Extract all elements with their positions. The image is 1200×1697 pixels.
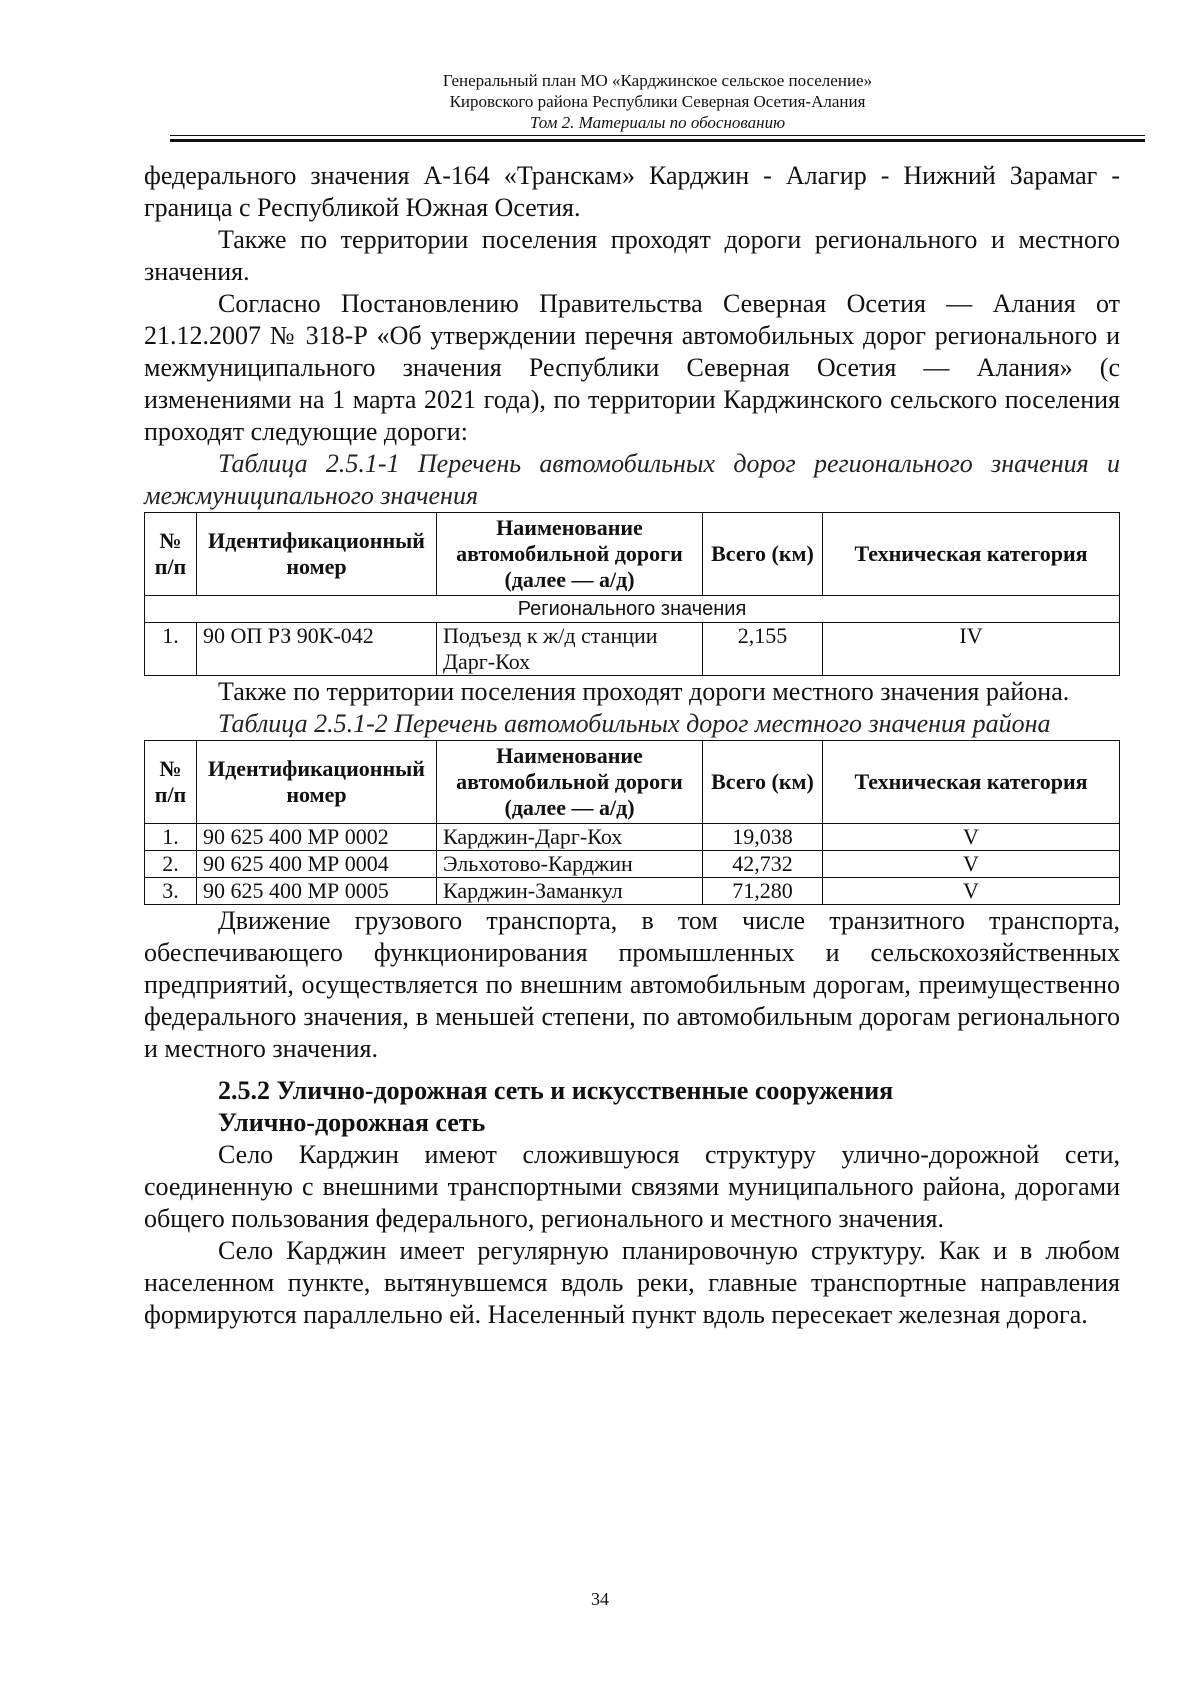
header-rule-thin (170, 135, 1145, 136)
cell-id: 90 625 400 МР 0004 (197, 851, 437, 878)
table-group-row (145, 596, 1120, 623)
table-row (145, 878, 1120, 905)
table-row (145, 623, 1120, 676)
page-header (170, 70, 1145, 133)
header-name: Наименование автомобильной дороги (далее — а/д) (437, 741, 703, 824)
paragraph-6: Село Карджин имеют сложившуюся структуру улично-дорожной сети, соединенную с внешними транспортными связями муниципального района, дорогами общего пользования федерального, регионального и местного значения. (144, 1140, 1120, 1233)
table-row (145, 824, 1120, 851)
header-name: Наименование автомобильной дороги (далее — а/д) (437, 513, 703, 596)
header-category: Техническая категория (823, 741, 1120, 824)
table-header-row (145, 513, 1120, 596)
cell-category: IV (823, 623, 1120, 676)
cell-category: V (823, 878, 1120, 905)
table-header-row (145, 741, 1120, 824)
cell-total: 2,155 (703, 623, 823, 676)
paragraph-1: федерального значения А-164 «Транскам» Карджин - Алагир - Нижний Зарамаг - граница с Республикой Южная Осетия. (144, 161, 1120, 222)
table-2-local-roads (144, 740, 1120, 905)
cell-name: Подъезд к ж/д станции Дарг-Кох (437, 623, 703, 676)
cell-total: 19,038 (703, 824, 823, 851)
cell-name: Эльхотово-Карджин (437, 851, 703, 878)
cell-category: V (823, 851, 1120, 878)
paragraph-4: Также по территории поселения проходят дороги местного значения района. (218, 677, 1070, 706)
header-category: Техническая категория (823, 513, 1120, 596)
table-row (145, 851, 1120, 878)
table-1-regional-roads (144, 512, 1120, 676)
cell-id: 90 625 400 МР 0005 (197, 878, 437, 905)
table-2-caption: Таблица 2.5.1-2 Перечень автомобильных дорог местного значения района (218, 709, 1051, 738)
header-line-2: Кировского района Республики Северная Осетия-Алания (449, 92, 866, 111)
cell-name: Карджин-Дарг-Кох (437, 824, 703, 851)
section-subheading: Улично-дорожная сеть (218, 1108, 486, 1137)
header-id: Идентификационный номер (197, 741, 437, 824)
table-1-caption: Таблица 2.5.1-1 Перечень автомобильных дорог регионального значения и межмуниципального значения (144, 449, 1120, 510)
header-line-1: Генеральный план МО «Карджинское сельское поселение» (442, 71, 873, 90)
header-volume: Том 2. Материалы по обоснованию (529, 113, 786, 132)
cell-num: 2. (145, 851, 197, 878)
group-label: Регионального значения (145, 596, 1120, 623)
paragraph-5: Движение грузового транспорта, в том числе транзитного транспорта, обеспечивающего функционирования промышленных и сельскохозяйственных предприятий, осуществляется по внешним автомобильным дорогам, преимущественно федерального значения, в меньшей степени, по автомобильным дорогам регионального и местного значения. (144, 906, 1120, 1063)
cell-num: 1. (145, 623, 197, 676)
section-heading: 2.5.2 Улично-дорожная сеть и искусственные сооружения (218, 1076, 894, 1105)
header-num: № п/п (145, 513, 197, 596)
cell-category: V (823, 824, 1120, 851)
cell-id: 90 625 400 МР 0002 (197, 824, 437, 851)
paragraph-2: Также по территории поселения проходят дороги регионального и местного значения. (144, 225, 1120, 286)
paragraph-7: Село Карджин имеет регулярную планировочную структуру. Как и в любом населенном пункте, вытянувшемся вдоль реки, главные транспортные направления формируются параллельно ей. Населенный пункт вдоль пересекает железная дорога. (144, 1236, 1120, 1329)
header-total: Всего (км) (703, 513, 823, 596)
header-id: Идентификационный номер (197, 513, 437, 596)
page-number: 34 (591, 1589, 609, 1609)
cell-num: 1. (145, 824, 197, 851)
header-rule-thick (170, 139, 1145, 142)
header-total: Всего (км) (703, 741, 823, 824)
cell-id: 90 ОП РЗ 90К-042 (197, 623, 437, 676)
page-body (144, 160, 1120, 1331)
cell-name: Карджин-Заманкул (437, 878, 703, 905)
cell-num: 3. (145, 878, 197, 905)
header-num: № п/п (145, 741, 197, 824)
cell-total: 71,280 (703, 878, 823, 905)
paragraph-3: Согласно Постановлению Правительства Северная Осетия — Алания от 21.12.2007 № 318-Р «Об утверждении перечня автомобильных дорог регионального и межмуниципального значения Республики Северная Осетия — Алания» (с изменениями на 1 марта 2021 года), по территории Карджинского сельского поселения проходят следующие дороги: (144, 289, 1120, 446)
cell-total: 42,732 (703, 851, 823, 878)
